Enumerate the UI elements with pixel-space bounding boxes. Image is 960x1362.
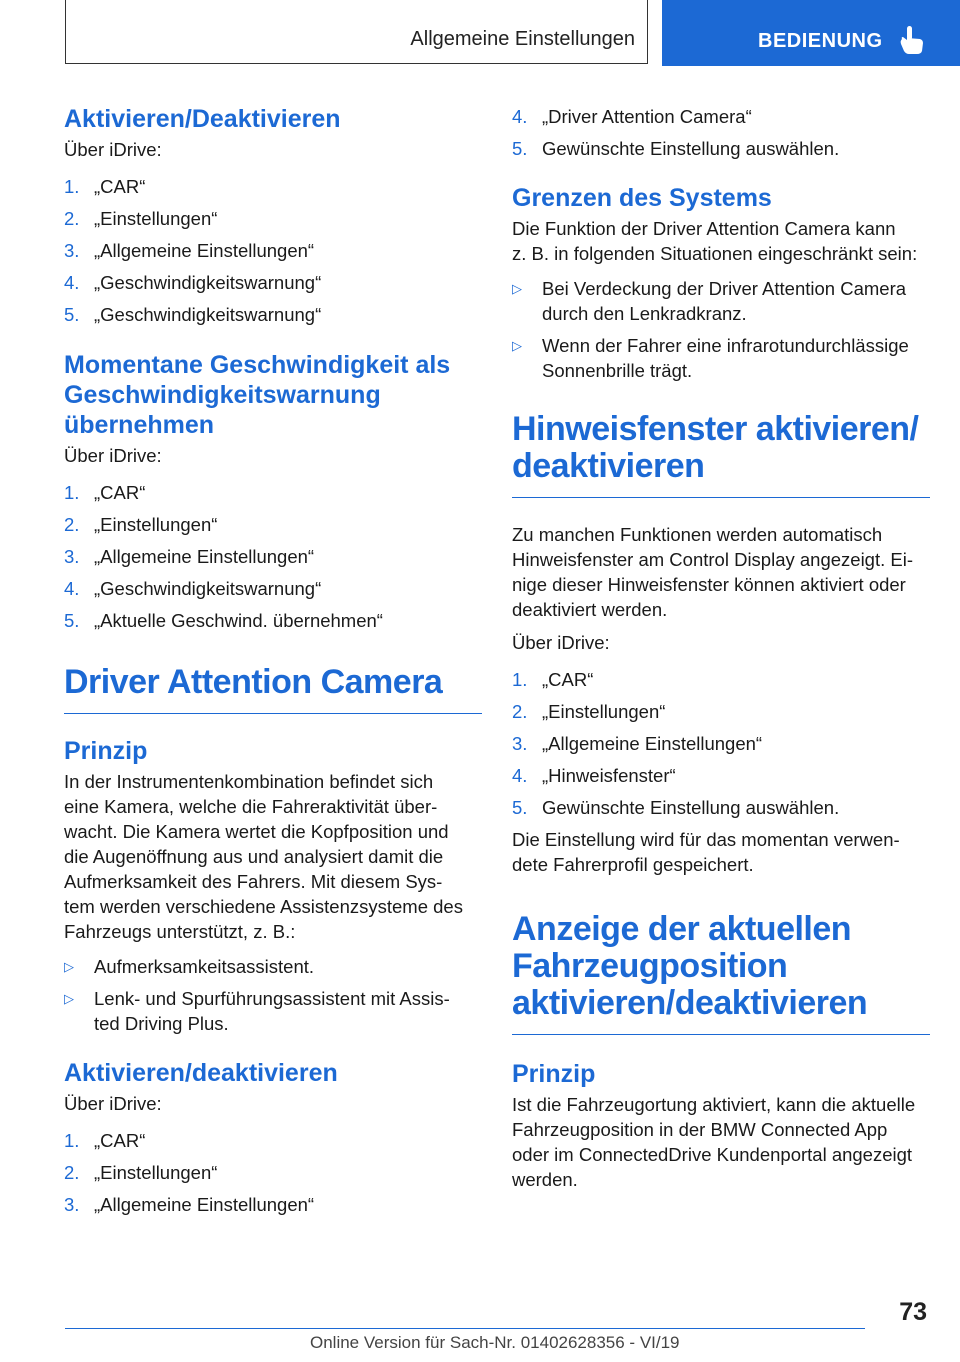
list-item: 1. „CAR“ [64,1130,146,1151]
intro-text: Über iDrive: [64,139,162,160]
list-item: 3. „Allgemeine Einstellungen“ [64,1194,315,1215]
list-item: 3. „Allgemeine Einstellungen“ [64,240,315,261]
list-item: 5. „Aktuelle Geschwind. übernehmen“ [64,610,383,631]
chapter-heading: Driver Attention Camera [64,664,482,714]
body-text: In der Instrumentenkombination befindet sich eine Kamera, welche die Fahreraktivität über- wacht. Die Kamera wertet die Kopfposition und die Augenöffnung aus und analysiert damit die Aufmerksamkeit des Fahrers. Mit diesem Sys- tem werden verschiedene Assistenzsysteme des Fahrzeugs unterstützt, z. B.: [64,771,463,942]
section-heading: Prinzip [64,737,148,765]
list-item: 4. „Geschwindigkeitswarnung“ [64,272,322,293]
list-item: ▷ Aufmerksamkeitsassistent. [64,956,315,977]
page-number: 73 [899,1298,927,1326]
list-item: 4. „Hinweisfenster“ [512,765,676,786]
steps-list [512,104,930,161]
intro-text: Über iDrive: [64,445,162,466]
list-item: 5. Gewünschte Einstellung auswählen. [512,797,840,818]
left-column [64,104,482,1224]
body-text: Die Einstellung wird für das momentan verwen- dete Fahrerprofil gespeichert. [512,829,900,875]
list-item: ▷ Wenn der Fahrer eine infrarotundurchlässige Sonnenbrille trägt. [512,335,909,381]
list-item: 1. „CAR“ [512,669,594,690]
body-text: Ist die Fahrzeugortung aktiviert, kann die aktuelle Fahrzeugposition in der BMW Connected App oder im ConnectedDrive Kundenportal angezeigt werden. [512,1094,916,1190]
list-item: 3. „Allgemeine Einstellungen“ [512,733,763,754]
bullet-list [512,276,930,383]
list-item: 1. „CAR“ [64,482,146,503]
bullet-list [64,954,482,1036]
list-item: 2. „Einstellungen“ [512,701,666,722]
section-heading: Momentane Geschwindigkeit als Geschwindigkeitswarnung übernehmen [64,351,451,439]
list-item: 1. „CAR“ [64,176,146,197]
list-item: ▷ Lenk- und Spurführungsassistent mit Assis- ted Driving Plus. [64,988,450,1034]
list-item: ▷ Bei Verdeckung der Driver Attention Camera durch den Lenkradkranz. [512,278,907,324]
header-title: Allgemeine Einstellungen [410,28,635,50]
section-heading: Aktivieren/deaktivieren [64,1059,338,1087]
section-heading: Prinzip [512,1060,596,1088]
pointing-hand-icon [898,26,924,54]
list-item: 4. „Driver Attention Camera“ [512,106,752,127]
body-text: Zu manchen Funktionen werden automatisch Hinweisfenster am Control Display angezeigt. Ei- nige dieser Hinweisfenster können aktiviert oder deaktiviert werden. [512,524,914,620]
list-item: 4. „Geschwindigkeitswarnung“ [64,578,322,599]
section-tab[interactable] [662,0,960,66]
steps-list [64,480,482,633]
steps-list [512,667,930,820]
section-heading: Aktivieren/Deaktivieren [64,105,341,133]
list-item: 2. „Einstellungen“ [64,208,218,229]
list-item: 2. „Einstellungen“ [64,514,218,535]
steps-list [64,1128,482,1217]
footer-text: Online Version für Sach-Nr. 01402628356 - VI/19 [310,1333,680,1352]
list-item: 5. Gewünschte Einstellung auswählen. [512,138,840,159]
right-column [512,104,930,1192]
header-frame [65,0,648,64]
intro-text: Über iDrive: [64,1093,162,1114]
list-item: 5. „Geschwindigkeitswarnung“ [64,304,322,325]
chapter-heading: Anzeige der aktuellen Fahrzeugposition aktivieren/deaktivieren [512,911,930,1035]
section-tab-label: BEDIENUNG [758,30,883,52]
steps-list [64,174,482,327]
footer-divider [65,1328,865,1329]
body-text: Die Funktion der Driver Attention Camera kann z. B. in folgenden Situationen eingeschränkt sein: [512,218,918,264]
intro-text: Über iDrive: [512,632,610,653]
section-heading: Grenzen des Systems [512,184,772,212]
chapter-heading: Hinweisfenster aktivieren/ deaktivieren [512,411,930,498]
list-item: 3. „Allgemeine Einstellungen“ [64,546,315,567]
list-item: 2. „Einstellungen“ [64,1162,218,1183]
